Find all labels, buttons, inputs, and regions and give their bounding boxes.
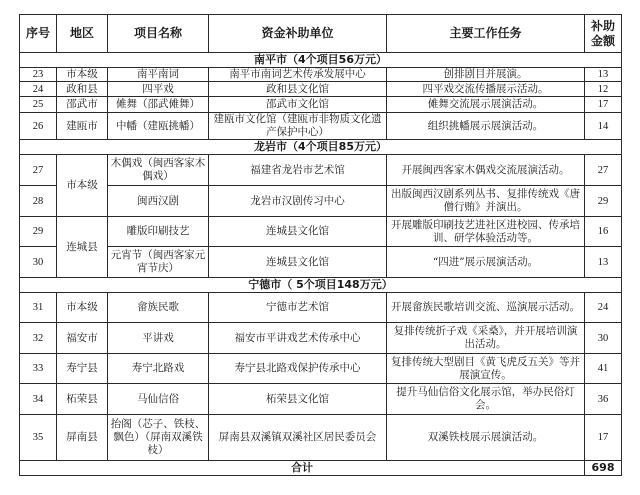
cell-amount: 16 xyxy=(585,217,622,247)
cell-project: 元宵节（闽西客家元宵节庆） xyxy=(108,247,209,278)
table-row xyxy=(20,384,622,415)
cell-task: 开展闽西客家木偶戏交流展演活动。 xyxy=(387,155,585,186)
header-region: 地区 xyxy=(57,15,108,53)
cell-project: 马仙信俗 xyxy=(108,384,209,415)
cell-task: 提升马仙信俗文化展示馆，举办民俗灯会。 xyxy=(387,384,585,415)
cell-unit: 宁德市艺术馆 xyxy=(209,293,387,323)
cell-task: 出版闽西汉剧系列丛书、复排传统戏《唐僧行贿》并演出。 xyxy=(387,186,585,217)
header-row xyxy=(20,15,622,53)
section-title: 南平市（4个项目56万元） xyxy=(20,53,622,68)
cell-project: 中幡（建瓯挑幡） xyxy=(108,113,209,140)
cell-amount: 36 xyxy=(585,384,622,415)
cell-amount: 24 xyxy=(585,293,622,323)
section-row-nanping xyxy=(20,53,622,68)
section-title: 龙岩市（4个项目85万元） xyxy=(20,140,622,155)
header-seq: 序号 xyxy=(20,15,57,53)
cell-seq: 33 xyxy=(20,354,57,384)
cell-unit: 福建省龙岩市艺术馆 xyxy=(209,155,387,186)
cell-amount: 13 xyxy=(585,68,622,82)
table-row xyxy=(20,293,622,323)
header-project: 项目名称 xyxy=(108,15,209,53)
cell-unit: 邵武市文化馆 xyxy=(209,97,387,113)
cell-project: 平讲戏 xyxy=(108,323,209,354)
cell-seq: 31 xyxy=(20,293,57,323)
cell-task: 创排剧目并展演。 xyxy=(387,68,585,82)
cell-region: 市本级 xyxy=(57,68,108,82)
table-row xyxy=(20,155,622,186)
table-row xyxy=(20,247,622,278)
header-unit: 资金补助单位 xyxy=(209,15,387,53)
cell-region: 寿宁县 xyxy=(57,354,108,384)
header-amount: 补助金额 xyxy=(585,15,622,53)
cell-seq: 26 xyxy=(20,113,57,140)
cell-seq: 29 xyxy=(20,217,57,247)
cell-seq: 24 xyxy=(20,82,57,97)
cell-project: 闽西汉剧 xyxy=(108,186,209,217)
cell-seq: 34 xyxy=(20,384,57,415)
cell-project: 抬阁（芯子、铁枝、飘色）（屏南双溪铁枝） xyxy=(108,415,209,461)
section-row-ningde xyxy=(20,278,622,293)
cell-region: 柘荣县 xyxy=(57,384,108,415)
cell-seq: 27 xyxy=(20,155,57,186)
cell-region: 连城县 xyxy=(57,217,108,278)
cell-region: 政和县 xyxy=(57,82,108,97)
table-row xyxy=(20,415,622,461)
cell-region: 福安市 xyxy=(57,323,108,354)
cell-project: 傩舞（邵武傩舞） xyxy=(108,97,209,113)
table-row xyxy=(20,186,622,217)
cell-seq: 25 xyxy=(20,97,57,113)
table-row xyxy=(20,68,622,82)
cell-amount: 41 xyxy=(585,354,622,384)
cell-project: 畲族民歌 xyxy=(108,293,209,323)
cell-amount: 29 xyxy=(585,186,622,217)
cell-unit: 寿宁县北路戏保护传承中心 xyxy=(209,354,387,384)
table-row xyxy=(20,97,622,113)
cell-task: 复排传统大型剧目《黄飞虎反五关》等并展演宣传。 xyxy=(387,354,585,384)
cell-unit: 柘荣县文化馆 xyxy=(209,384,387,415)
table-row xyxy=(20,354,622,384)
cell-seq: 30 xyxy=(20,247,57,278)
cell-region: 建瓯市 xyxy=(57,113,108,140)
cell-unit: 政和县文化馆 xyxy=(209,82,387,97)
total-row xyxy=(20,461,622,476)
cell-amount: 17 xyxy=(585,415,622,461)
cell-seq: 23 xyxy=(20,68,57,82)
cell-unit: 南平市南词艺术传承发展中心 xyxy=(209,68,387,82)
total-amount: 698 xyxy=(585,461,622,476)
cell-amount: 30 xyxy=(585,323,622,354)
cell-unit: 建瓯市文化馆（建瓯市非物质文化遗产保护中心） xyxy=(209,113,387,140)
cell-task: 傩舞交流展示展演活动。 xyxy=(387,97,585,113)
cell-project: 寿宁北路戏 xyxy=(108,354,209,384)
cell-amount: 27 xyxy=(585,155,622,186)
cell-seq: 35 xyxy=(20,415,57,461)
total-label: 合计 xyxy=(20,461,585,476)
cell-seq: 28 xyxy=(20,186,57,217)
cell-project: 南平南词 xyxy=(108,68,209,82)
cell-unit: 连城县文化馆 xyxy=(209,247,387,278)
cell-amount: 12 xyxy=(585,82,622,97)
cell-task: 开展畲族民歌培训交流、巡演展示活动。 xyxy=(387,293,585,323)
table-row xyxy=(20,323,622,354)
cell-seq: 32 xyxy=(20,323,57,354)
subsidy-table xyxy=(19,14,622,476)
cell-project: 木偶戏（闽西客家木偶戏） xyxy=(108,155,209,186)
cell-unit: 福安市平讲戏艺术传承中心 xyxy=(209,323,387,354)
cell-task: 四平戏交流传播展示活动。 xyxy=(387,82,585,97)
cell-task: 组织挑幡展示展演活动。 xyxy=(387,113,585,140)
cell-project: 雕版印刷技艺 xyxy=(108,217,209,247)
cell-region: 市本级 xyxy=(57,155,108,217)
cell-amount: 14 xyxy=(585,113,622,140)
section-row-longyan xyxy=(20,140,622,155)
table-row xyxy=(20,217,622,247)
cell-unit: 屏南县双溪镇双溪社区居民委员会 xyxy=(209,415,387,461)
section-title: 宁德市（ 5个项目148万元） xyxy=(20,278,622,293)
cell-unit: 龙岩市汉剧传习中心 xyxy=(209,186,387,217)
header-task: 主要工作任务 xyxy=(387,15,585,53)
cell-task: 开展雕版印刷技艺进社区进校园、传承培训、研学体验活动等。 xyxy=(387,217,585,247)
cell-region: 邵武市 xyxy=(57,97,108,113)
cell-task: 双溪铁枝展示展演活动。 xyxy=(387,415,585,461)
cell-project: 四平戏 xyxy=(108,82,209,97)
cell-amount: 17 xyxy=(585,97,622,113)
cell-task: “四进”展示展演活动。 xyxy=(387,247,585,278)
cell-region: 市本级 xyxy=(57,293,108,323)
cell-task: 复排传统折子戏《采桑》，并开展培训演出活动。 xyxy=(387,323,585,354)
table-row xyxy=(20,82,622,97)
table-row xyxy=(20,113,622,140)
cell-region: 屏南县 xyxy=(57,415,108,461)
cell-amount: 13 xyxy=(585,247,622,278)
cell-unit: 连城县文化馆 xyxy=(209,217,387,247)
